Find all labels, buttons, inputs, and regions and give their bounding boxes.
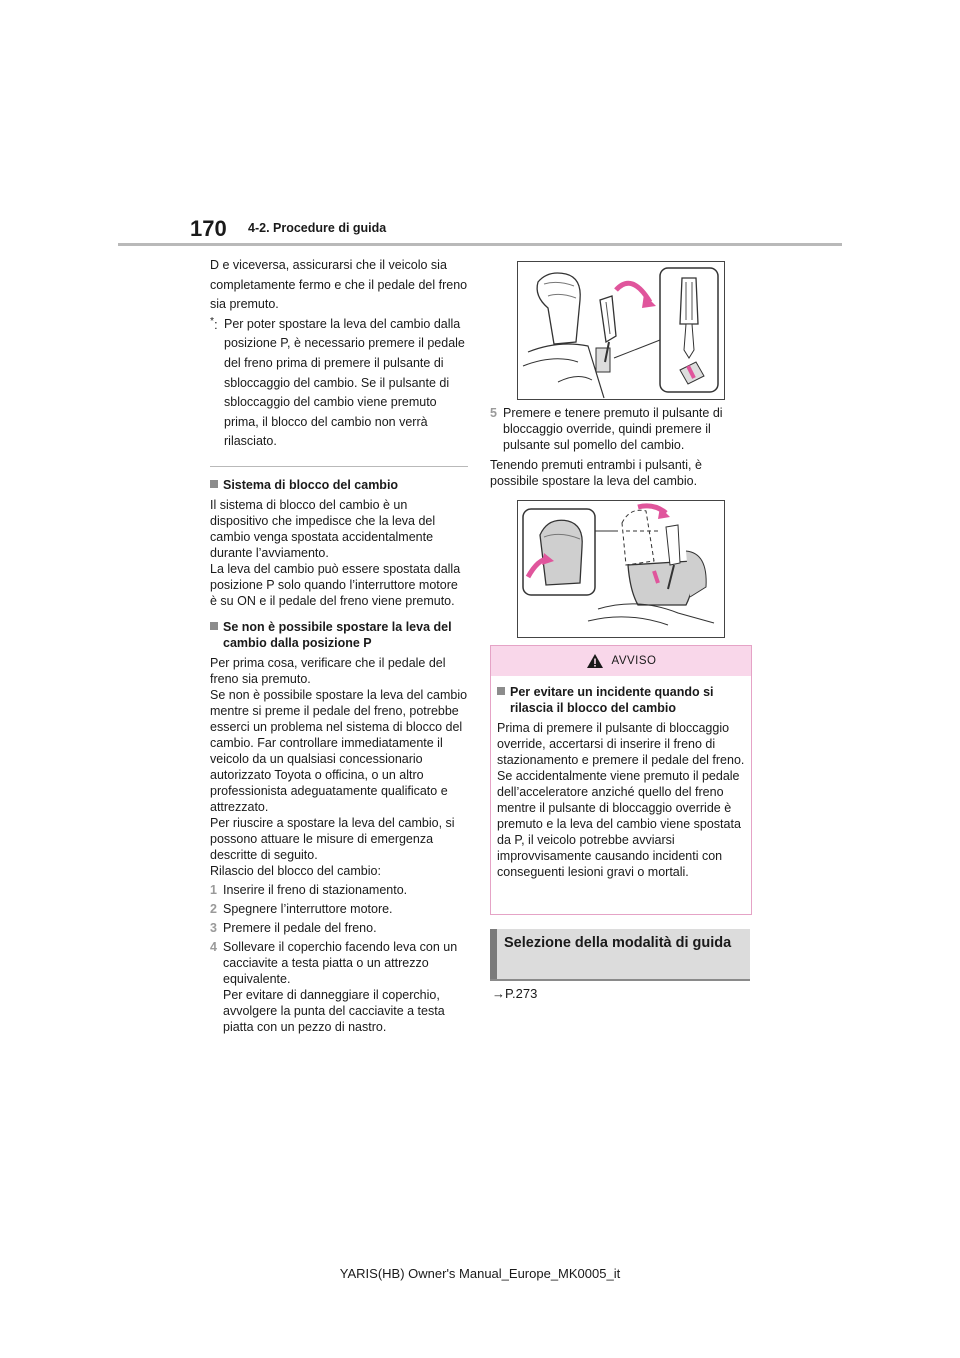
heading-accent-bar [490, 929, 497, 979]
divider [210, 466, 468, 467]
illustration-override-button [517, 261, 725, 400]
page-reference-link[interactable]: →P.273 [492, 986, 538, 1001]
block1-text-2: La leva del cambio può essere spostata dalla posizione P solo quando l’interruttore motore è su ON e il pedale del freno viene premuto. [210, 561, 461, 608]
block2-p4: Rilascio del blocco del cambio: [210, 863, 381, 878]
step-5: 5 Premere e tenere premuto il pulsante di bloccaggio override, quindi premere il pulsante sul pomello del cambio. [490, 406, 723, 452]
warning-label: AVVISO [611, 655, 657, 667]
footnote [210, 315, 468, 452]
shift-lever-release-icon [518, 501, 724, 637]
square-bullet-icon [210, 622, 218, 630]
left-column [210, 256, 468, 1035]
footnote-text: Per poter spostare la leva del cambio dalla posizione P, è necessario premere il pedale del freno prima di premere il pulsante di sbloccaggio del cambio. Se il pulsante di sbloccaggio del cambio viene premuto prima, il blocco del cambio non verrà rilasciato. [224, 316, 465, 449]
step-3: 3 Premere il pedale del freno. [210, 920, 377, 935]
warning-triangle-icon [586, 653, 604, 669]
warning-p2: Se accidentalmente viene premuto il pedale dell’acceleratore anziché quello del freno mentre il pulsante di bloccaggio override è premuto e la leva del cambio viene spostata da P, il veicolo potrebbe avviarsi improvvisamente causando incidenti con conseguenti lesioni gravi o mortali. [497, 769, 741, 879]
block2-p2: Se non è possibile spostare la leva del cambio mentre si preme il pedale del freno, potrebbe esserci un problema nel sistema di blocco del cambio. Far controllare immediatamente il veicolo da un qualsiasi concessionario autorizzato Toyota o officina, o un altro professionista adeguatamente qualificato e attrezzato. [210, 687, 468, 814]
step-4: 4 Sollevare il coperchio facendo leva con un cacciavite a testa piatta o un attrezzo equivalente. Per evitare di danneggiare il coperchio, avvolgere la punta del cacciavite a testa piatta con un pezzo di nastro. [210, 939, 458, 1034]
step-2: 2 Spegnere l’interruttore motore. [210, 901, 393, 916]
mode-section-title: Selezione della modalità di guida [504, 935, 732, 951]
footnote-marker: *: [210, 315, 218, 332]
square-bullet-icon [497, 687, 505, 695]
warning-header [491, 646, 751, 676]
shift-lever-screwdriver-icon [518, 262, 724, 399]
mode-section-heading [490, 929, 750, 981]
intro-text: D e viceversa, assicurarsi che il veicolo sia completamente fermo e che il pedale del freno sia premuto. [210, 258, 468, 312]
footer-text: YARIS(HB) Owner's Manual_Europe_MK0005_it [339, 1266, 621, 1281]
block2-p3: Per riuscire a spostare la leva del cambio, si possono attuare le misure di emergenza descritte di seguito. [210, 815, 455, 862]
warning-heading: Per evitare un incidente quando si rilascia il blocco del cambio [497, 684, 745, 716]
warning-box [490, 645, 752, 915]
block1-text: Il sistema di blocco del cambio è un dispositivo che impedisce che la leva del cambio venga spostata accidentalmente durante l’avviamento. [210, 497, 436, 560]
after-step-text: Tenendo premuti entrambi i pulsanti, è possibile spostare la leva del cambio. [490, 458, 702, 488]
illustration-shift-lever [517, 500, 725, 638]
section-title: 4-2. Procedure di guida [248, 221, 387, 235]
square-bullet-icon [210, 480, 218, 488]
right-column [490, 405, 752, 489]
warning-p1: Prima di premere il pulsante di bloccaggio override, accertarsi di inserire il freno di stazionamento e premere il pedale del freno. [497, 721, 745, 767]
header-rule [118, 243, 842, 246]
block1-heading: Sistema di blocco del cambio [210, 477, 468, 493]
step-1: 1 Inserire il freno di stazionamento. [210, 882, 408, 897]
block2-heading: Se non è possibile spostare la leva del cambio dalla posizione P [210, 619, 468, 651]
block2-p1: Per prima cosa, verificare che il pedale del freno sia premuto. [210, 655, 446, 686]
page-number: 170 [190, 216, 227, 241]
